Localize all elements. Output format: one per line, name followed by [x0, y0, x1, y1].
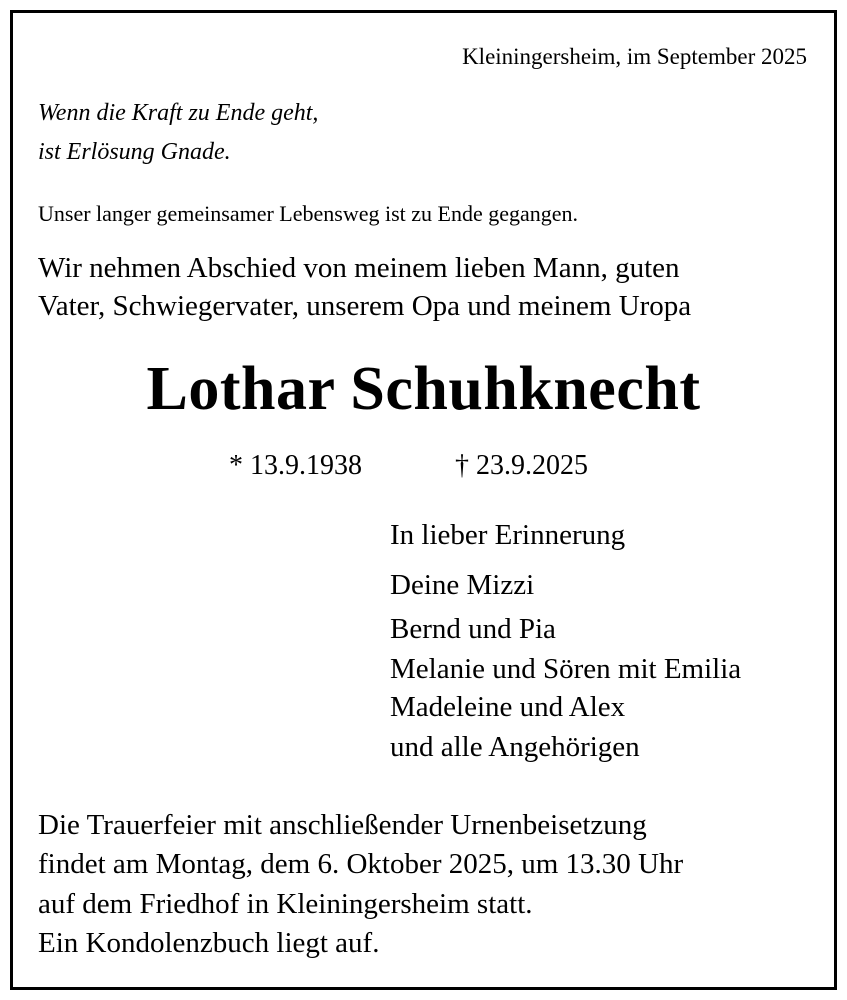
motto-line-2: ist Erlösung Gnade.: [38, 139, 231, 165]
remembrance-line: In lieber Erinnerung: [390, 519, 626, 551]
service-line-1: Die Trauerfeier mit anschließender Urnenbeisetzung: [38, 809, 647, 841]
intro-short: Unser langer gemeinsamer Lebensweg ist zu Ende gegangen.: [38, 201, 579, 226]
death-date: † 23.9.2025: [455, 450, 588, 481]
family-line-5: und alle Angehörigen: [390, 731, 640, 763]
family-line-4: Madeleine und Alex: [390, 691, 626, 723]
service-line-4: Ein Kondolenzbuch liegt auf.: [38, 927, 380, 959]
family-line-1: Deine Mizzi: [390, 569, 535, 601]
place-date: Kleiningersheim, im September 2025: [462, 44, 807, 69]
service-line-2: findet am Montag, dem 6. Oktober 2025, um 13.30 Uhr: [38, 848, 684, 880]
family-line-2: Bernd und Pia: [390, 613, 556, 645]
intro-line-1: Wir nehmen Abschied von meinem lieben Mann, guten: [38, 252, 680, 284]
service-line-3: auf dem Friedhof in Kleiningersheim statt.: [38, 888, 533, 920]
family-line-3: Melanie und Sören mit Emilia: [390, 653, 742, 685]
birth-date: * 13.9.1938: [229, 450, 362, 481]
deceased-name: Lothar Schuhknecht: [146, 355, 701, 423]
motto-line-1: Wenn die Kraft zu Ende geht,: [38, 100, 319, 126]
intro-line-2: Vater, Schwiegervater, unserem Opa und meinem Uropa: [38, 290, 692, 322]
